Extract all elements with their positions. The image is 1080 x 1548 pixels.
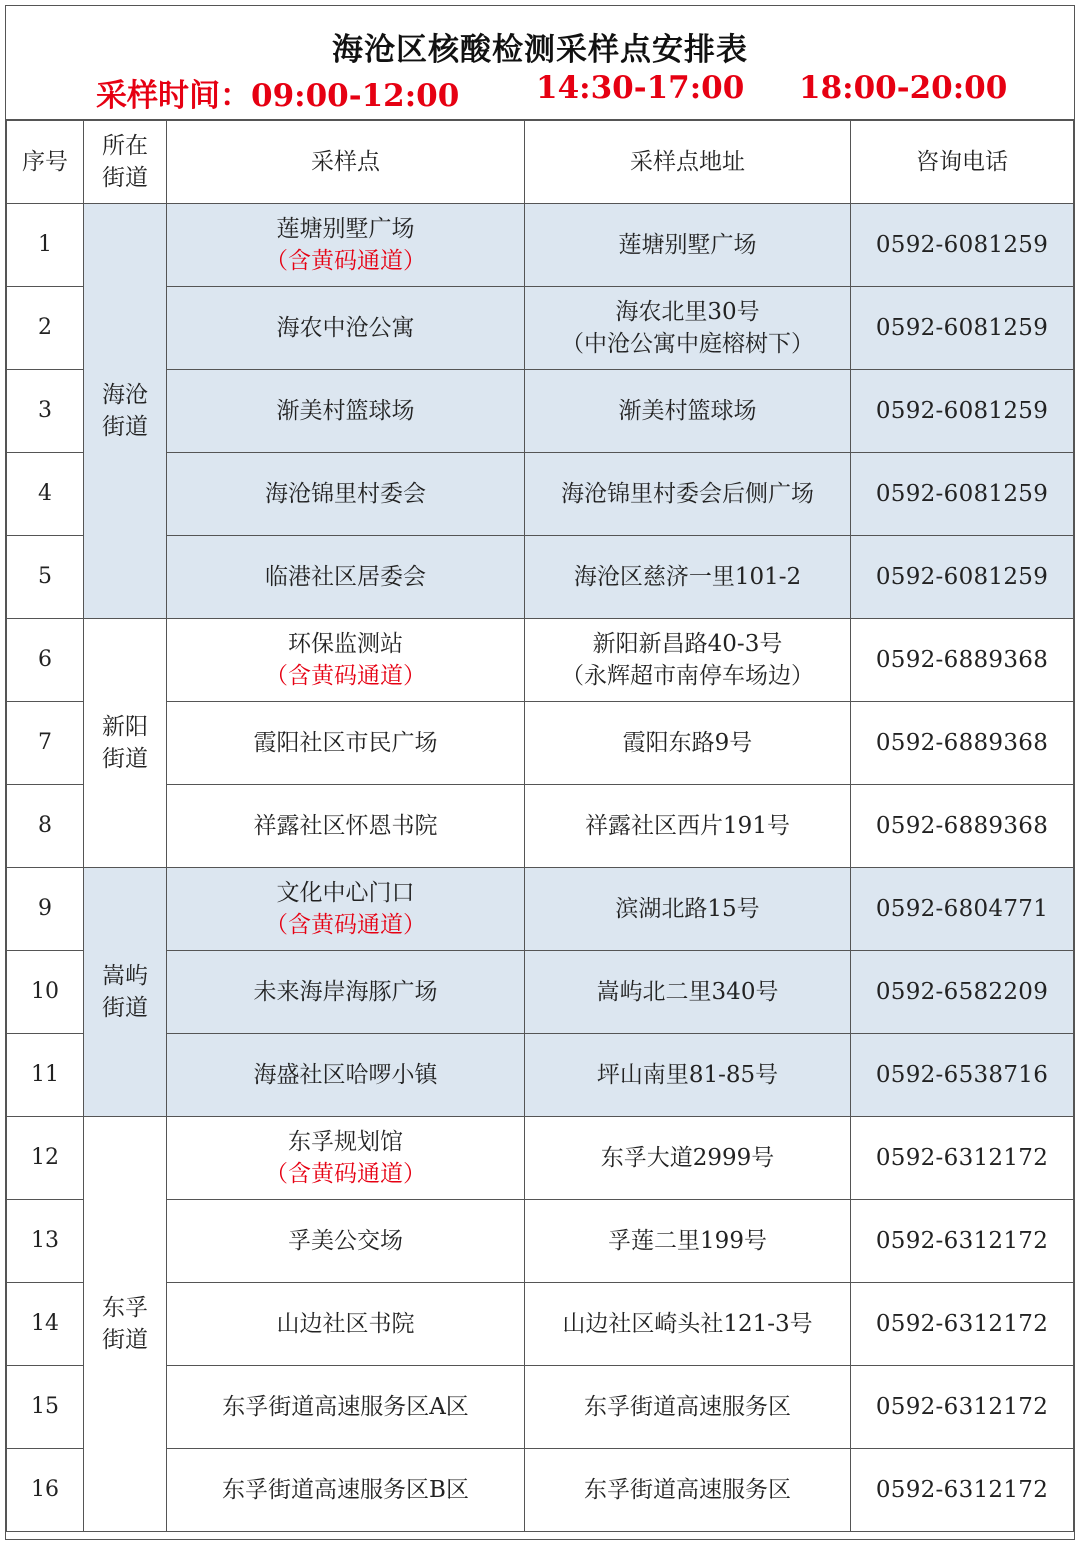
site-name: 祥露社区怀恩书院 <box>167 785 525 868</box>
consult-phone: 0592-6889368 <box>851 702 1074 785</box>
table-row <box>7 1200 1074 1283</box>
table-row <box>7 702 1074 785</box>
consult-phone: 0592-6889368 <box>851 785 1074 868</box>
consult-phone: 0592-6312172 <box>851 1117 1074 1200</box>
row-index: 13 <box>7 1200 84 1283</box>
sampling-time-3: 18:00-20:00 <box>799 70 1008 106</box>
consult-phone: 0592-6312172 <box>851 1200 1074 1283</box>
site-address: 祥露社区西片191号 <box>525 785 851 868</box>
table-row <box>7 453 1074 536</box>
consult-phone: 0592-6312172 <box>851 1366 1074 1449</box>
site-name: 临港社区居委会 <box>167 536 525 619</box>
site-address: 孚莲二里199号 <box>525 1200 851 1283</box>
consult-phone: 0592-6312172 <box>851 1449 1074 1532</box>
consult-phone: 0592-6081259 <box>851 370 1074 453</box>
consult-phone: 0592-6081259 <box>851 287 1074 370</box>
schedule-sheet <box>5 5 1075 1540</box>
table-body <box>7 204 1074 1532</box>
site-name: 渐美村篮球场 <box>167 370 525 453</box>
row-index: 1 <box>7 204 84 287</box>
site-name: 孚美公交场 <box>167 1200 525 1283</box>
table-row <box>7 785 1074 868</box>
street-name: 新阳街道 <box>84 619 167 868</box>
consult-phone: 0592-6081259 <box>851 453 1074 536</box>
table-header-row <box>7 121 1074 204</box>
site-address: 海沧锦里村委会后侧广场 <box>525 453 851 536</box>
table-row <box>7 1366 1074 1449</box>
site-name: 东孚街道高速服务区A区 <box>167 1366 525 1449</box>
site-address: 嵩屿北二里340号 <box>525 951 851 1034</box>
header-address: 采样点地址 <box>525 121 851 204</box>
table-row <box>7 951 1074 1034</box>
consult-phone: 0592-6538716 <box>851 1034 1074 1117</box>
table-row <box>7 868 1074 951</box>
row-index: 14 <box>7 1283 84 1366</box>
consult-phone: 0592-6081259 <box>851 204 1074 287</box>
table-row <box>7 536 1074 619</box>
header-phone: 咨询电话 <box>851 121 1074 204</box>
row-index: 5 <box>7 536 84 619</box>
site-name: 环保监测站 （含黄码通道） <box>167 619 525 702</box>
site-name: 未来海岸海豚广场 <box>167 951 525 1034</box>
page-title: 海沧区核酸检测采样点安排表 <box>332 32 748 68</box>
site-address: 滨湖北路15号 <box>525 868 851 951</box>
site-address: 东孚街道高速服务区 <box>525 1449 851 1532</box>
sampling-time-2: 14:30-17:00 <box>536 70 745 106</box>
site-name: 霞阳社区市民广场 <box>167 702 525 785</box>
site-address: 东孚街道高速服务区 <box>525 1366 851 1449</box>
site-name: 海农中沧公寓 <box>167 287 525 370</box>
row-index: 15 <box>7 1366 84 1449</box>
yellow-code-note: （含黄码通道） <box>265 248 426 274</box>
site-name: 文化中心门口 （含黄码通道） <box>167 868 525 951</box>
yellow-code-note: （含黄码通道） <box>265 663 426 689</box>
site-name: 东孚规划馆 （含黄码通道） <box>167 1117 525 1200</box>
row-index: 4 <box>7 453 84 536</box>
yellow-code-note: （含黄码通道） <box>265 912 426 938</box>
table-row <box>7 619 1074 702</box>
header-index: 序号 <box>7 121 84 204</box>
sampling-times <box>96 70 1016 114</box>
row-index: 2 <box>7 287 84 370</box>
row-index: 16 <box>7 1449 84 1532</box>
sampling-sites-table <box>6 120 1074 1532</box>
consult-phone: 0592-6582209 <box>851 951 1074 1034</box>
row-index: 9 <box>7 868 84 951</box>
consult-phone: 0592-6081259 <box>851 536 1074 619</box>
table-row <box>7 1117 1074 1200</box>
site-address: 东孚大道2999号 <box>525 1117 851 1200</box>
street-name: 嵩屿街道 <box>84 868 167 1117</box>
yellow-code-note: （含黄码通道） <box>265 1161 426 1187</box>
row-index: 12 <box>7 1117 84 1200</box>
street-name: 海沧街道 <box>84 204 167 619</box>
site-name: 海沧锦里村委会 <box>167 453 525 536</box>
site-address: 海沧区慈济一里101-2 <box>525 536 851 619</box>
site-address: 渐美村篮球场 <box>525 370 851 453</box>
table-row <box>7 1034 1074 1117</box>
street-name: 东孚街道 <box>84 1117 167 1532</box>
row-index: 3 <box>7 370 84 453</box>
consult-phone: 0592-6312172 <box>851 1283 1074 1366</box>
row-index: 11 <box>7 1034 84 1117</box>
sheet-header <box>6 6 1074 120</box>
site-name: 海盛社区哈啰小镇 <box>167 1034 525 1117</box>
site-address: 莲塘别墅广场 <box>525 204 851 287</box>
table-row <box>7 1283 1074 1366</box>
header-street: 所在街道 <box>84 121 167 204</box>
site-address: 海农北里30号 （中沧公寓中庭榕树下） <box>525 287 851 370</box>
site-address: 霞阳东路9号 <box>525 702 851 785</box>
table-row <box>7 287 1074 370</box>
site-address: 新阳新昌路40-3号 （永辉超市南停车场边） <box>525 619 851 702</box>
header-site: 采样点 <box>167 121 525 204</box>
row-index: 7 <box>7 702 84 785</box>
table-row <box>7 204 1074 287</box>
site-name: 山边社区书院 <box>167 1283 525 1366</box>
sampling-time-1: 采样时间：09:00-12:00 <box>96 78 460 114</box>
site-address: 山边社区崎头社121-3号 <box>525 1283 851 1366</box>
row-index: 6 <box>7 619 84 702</box>
row-index: 8 <box>7 785 84 868</box>
site-name: 东孚街道高速服务区B区 <box>167 1449 525 1532</box>
consult-phone: 0592-6889368 <box>851 619 1074 702</box>
consult-phone: 0592-6804771 <box>851 868 1074 951</box>
table-row <box>7 370 1074 453</box>
row-index: 10 <box>7 951 84 1034</box>
site-address: 坪山南里81-85号 <box>525 1034 851 1117</box>
site-name: 莲塘别墅广场 （含黄码通道） <box>167 204 525 287</box>
table-row <box>7 1449 1074 1532</box>
